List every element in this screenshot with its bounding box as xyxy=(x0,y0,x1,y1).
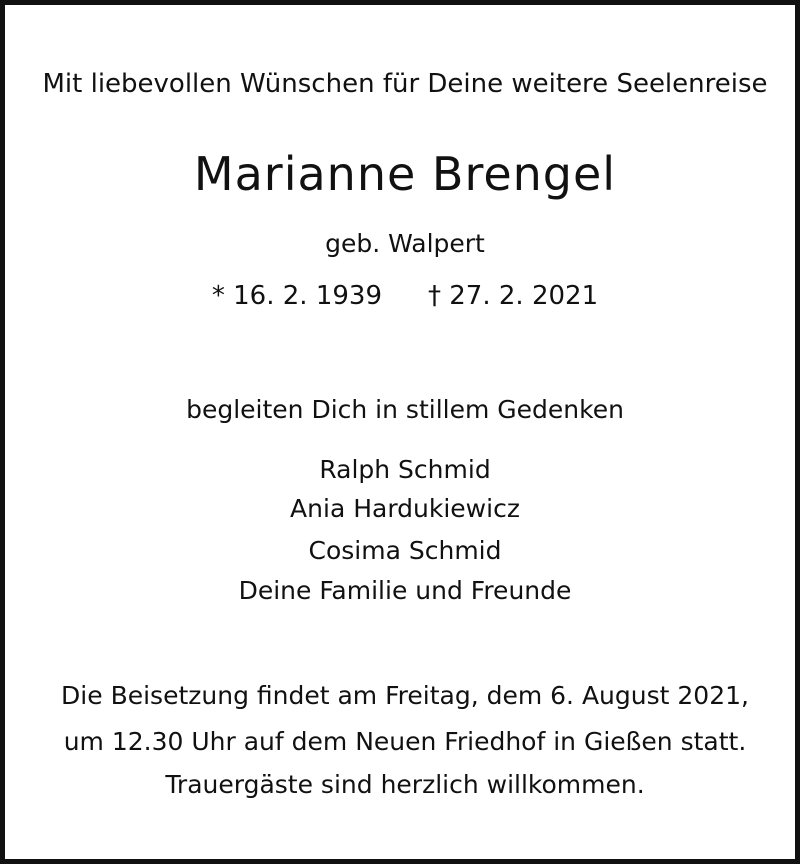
funeral-info-line: um 12.30 Uhr auf dem Neuen Friedhof in Gießen statt. xyxy=(63,727,747,756)
funeral-info-line: Trauergäste sind herzlich willkommen. xyxy=(165,770,645,799)
mourner-name: Deine Familie und Freunde xyxy=(238,576,572,605)
memory-line: begleiten Dich in stillem Gedenken xyxy=(186,395,624,424)
death-date: † 27. 2. 2021 xyxy=(428,281,599,311)
life-dates xyxy=(5,281,800,311)
birth-date: * 16. 2. 1939 xyxy=(211,281,382,311)
deceased-name: Marianne Brengel xyxy=(193,147,617,201)
mourner-name: Cosima Schmid xyxy=(308,536,502,565)
maiden-name: geb. Walpert xyxy=(325,229,485,258)
mourner-name: Ania Hardukiewicz xyxy=(290,494,520,523)
mourner-name: Ralph Schmid xyxy=(319,455,491,484)
intro-line: Mit liebevollen Wünschen für Deine weitere Seelenreise xyxy=(42,69,768,99)
funeral-info-line: Die Beisetzung findet am Freitag, dem 6. August 2021, xyxy=(61,681,749,710)
